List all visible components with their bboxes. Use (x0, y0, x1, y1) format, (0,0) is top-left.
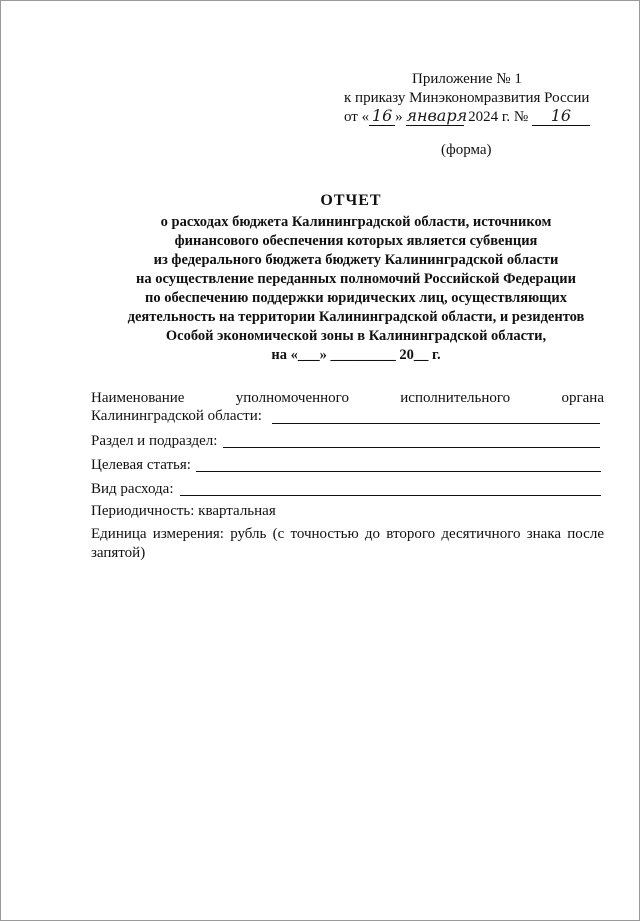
organ-label: Наименование уполномоченного исполнительного органа (91, 390, 604, 406)
report-period-line: на «___» _________ 20__ г. (271, 347, 441, 363)
appendix-number: Приложение № 1 (412, 71, 522, 87)
subtitle-line: на осуществление переданных полномочий Российской Федерации (136, 271, 576, 287)
periodicity-text: Периодичность: квартальная (91, 503, 276, 519)
organ-fill-line (272, 423, 600, 424)
razdel-label: Раздел и подраздел: (91, 433, 218, 449)
order-number: 16 (532, 107, 590, 126)
date-prefix: от « (344, 109, 370, 125)
subtitle-line: о расходах бюджета Калининградской области, источником (160, 214, 552, 230)
report-title: ОТЧЕТ (320, 192, 382, 209)
subtitle-line: Особой экономической зоны в Калининградской области, (165, 328, 547, 344)
subtitle-line: деятельность на территории Калининградской области, и резидентов (127, 309, 585, 325)
subtitle-line: по обеспечению поддержки юридических лиц, осуществляющих (144, 290, 568, 306)
date-month: января (406, 106, 468, 125)
subtitle-line: из федерального бюджета бюджету Калининградской области (153, 252, 559, 268)
unit-text: Единица измерения: рубль (с точностью до второго десятичного знака после запятой) (91, 526, 604, 561)
vid-fill-line (180, 495, 601, 496)
razdel-fill-line (223, 447, 600, 448)
subtitle-line: финансового обеспечения которых является субвенция (174, 233, 538, 249)
organ-label-cont: Калининградской области: (91, 408, 262, 424)
vid-label: Вид расхода: (91, 481, 174, 497)
order-date-line (344, 107, 590, 127)
statya-fill-line (196, 471, 601, 472)
order-reference: к приказу Минэкономразвития России (344, 90, 590, 106)
statya-label: Целевая статья: (91, 457, 191, 473)
form-label: (форма) (441, 142, 492, 158)
date-quote-close: » (395, 109, 403, 125)
date-year-number: 2024 г. № (468, 109, 529, 125)
date-day: 16 (369, 107, 395, 126)
report-subtitle (106, 213, 606, 365)
